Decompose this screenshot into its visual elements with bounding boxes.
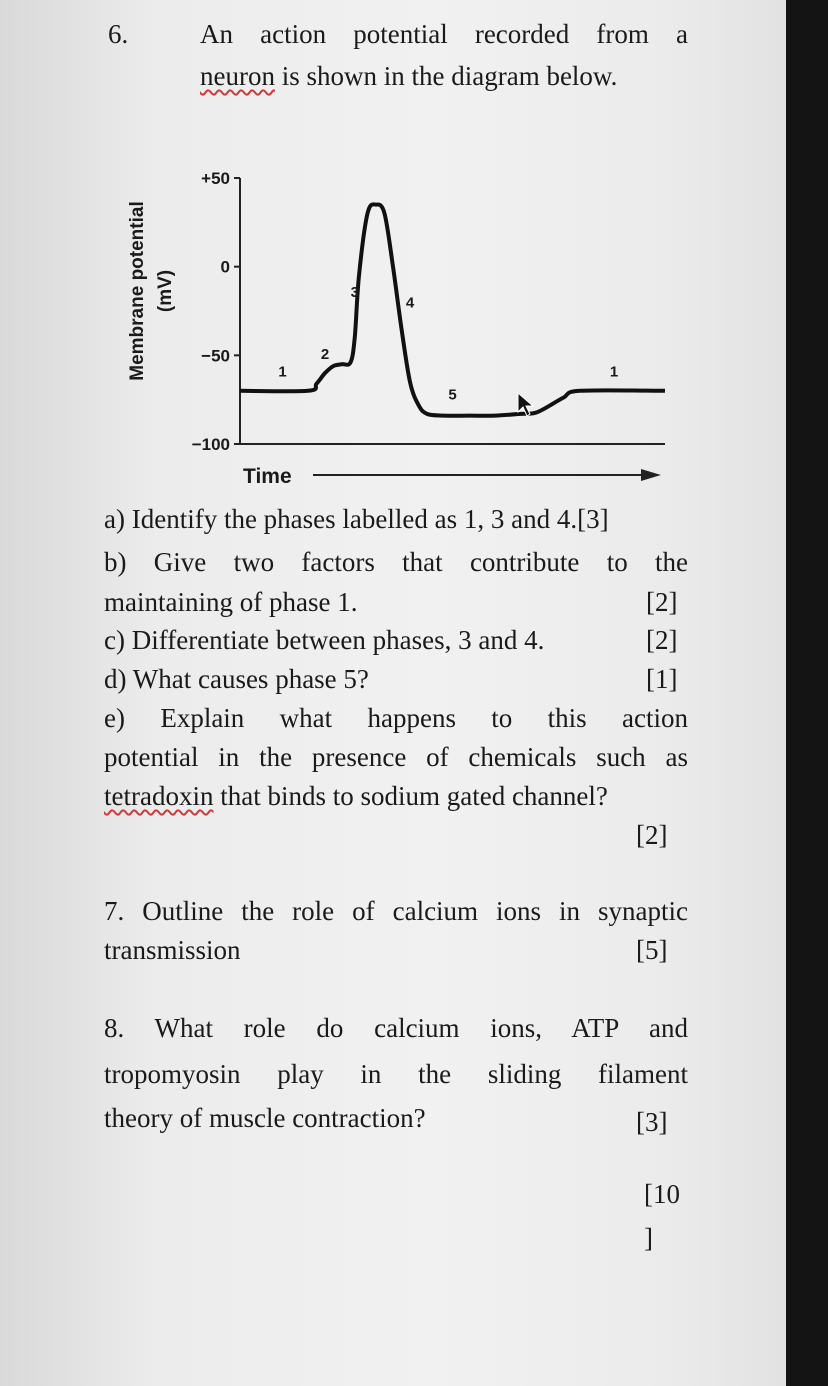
question-8-line3: theory of muscle contraction? <box>104 1103 426 1133</box>
question-6a: a) Identify the phases labelled as 1, 3 and 4.[3] <box>104 504 609 534</box>
y-tick-label: −100 <box>191 435 230 454</box>
question-7-marks: [5] <box>636 935 668 965</box>
phase-label-2: 2 <box>320 345 330 363</box>
question-6d-marks: [1] <box>646 664 678 694</box>
phase-label-1: 1 <box>278 363 287 381</box>
time-arrow-head <box>641 469 661 481</box>
y-tick-label: −50 <box>201 346 230 366</box>
word-neuron: neuron <box>200 61 275 91</box>
x-axis-title: Time <box>243 465 292 488</box>
question-6b-marks: [2] <box>646 587 678 617</box>
question-7-line1: 7. Outline the role of calcium ions in synaptic <box>104 896 688 926</box>
phase-label-1: 1 <box>609 363 619 381</box>
question-6-intro-line1: An action potential recorded from a <box>200 19 688 49</box>
y-axis-title: Membrane potential <box>127 201 148 381</box>
e-line3-rest: that binds to sodium gated channel? <box>213 781 608 811</box>
question-6e-line1: e) Explain what happens to this action <box>104 703 688 733</box>
question-6d: d) What causes phase 5? <box>104 664 369 694</box>
question-6e-marks: [2] <box>636 820 668 850</box>
question-6b-line1: b) Give two factors that contribute to the <box>104 547 688 577</box>
question-8-line1: 8. What role do calcium ions, ATP and <box>104 1013 688 1043</box>
question-8-line2: tropomyosin play in the sliding filament <box>104 1059 688 1089</box>
word-tetradoxin: tetradoxin <box>104 781 214 811</box>
action-potential-chart <box>115 160 675 500</box>
y-tick-label: +50 <box>201 169 230 188</box>
intro-line2-rest: is shown in the diagram below. <box>274 61 618 91</box>
question-6e-line2: potential in the presence of chemicals such as <box>104 742 688 772</box>
total-marks-line2: ] <box>644 1223 653 1253</box>
total-marks-line1: [10 <box>644 1179 680 1209</box>
phase-label-4: 4 <box>405 294 415 312</box>
question-6c-marks: [2] <box>646 625 678 655</box>
question-6c: c) Differentiate between phases, 3 and 4. <box>104 625 545 655</box>
question-6-intro-line2 <box>200 60 617 92</box>
question-6b-line2: maintaining of phase 1. <box>104 587 358 617</box>
question-6e-line3 <box>104 780 608 812</box>
action-potential-curve <box>240 204 665 415</box>
question-7-line2: transmission <box>104 935 241 965</box>
question-6-number: 6. <box>108 19 129 49</box>
question-8-marks: [3] <box>636 1107 668 1137</box>
y-tick-label: 0 <box>220 257 230 277</box>
page-edge-shadow <box>786 0 828 1386</box>
y-axis-unit: (mV) <box>155 269 176 313</box>
phase-label-3: 3 <box>350 283 359 301</box>
phase-label-5: 5 <box>448 386 457 404</box>
